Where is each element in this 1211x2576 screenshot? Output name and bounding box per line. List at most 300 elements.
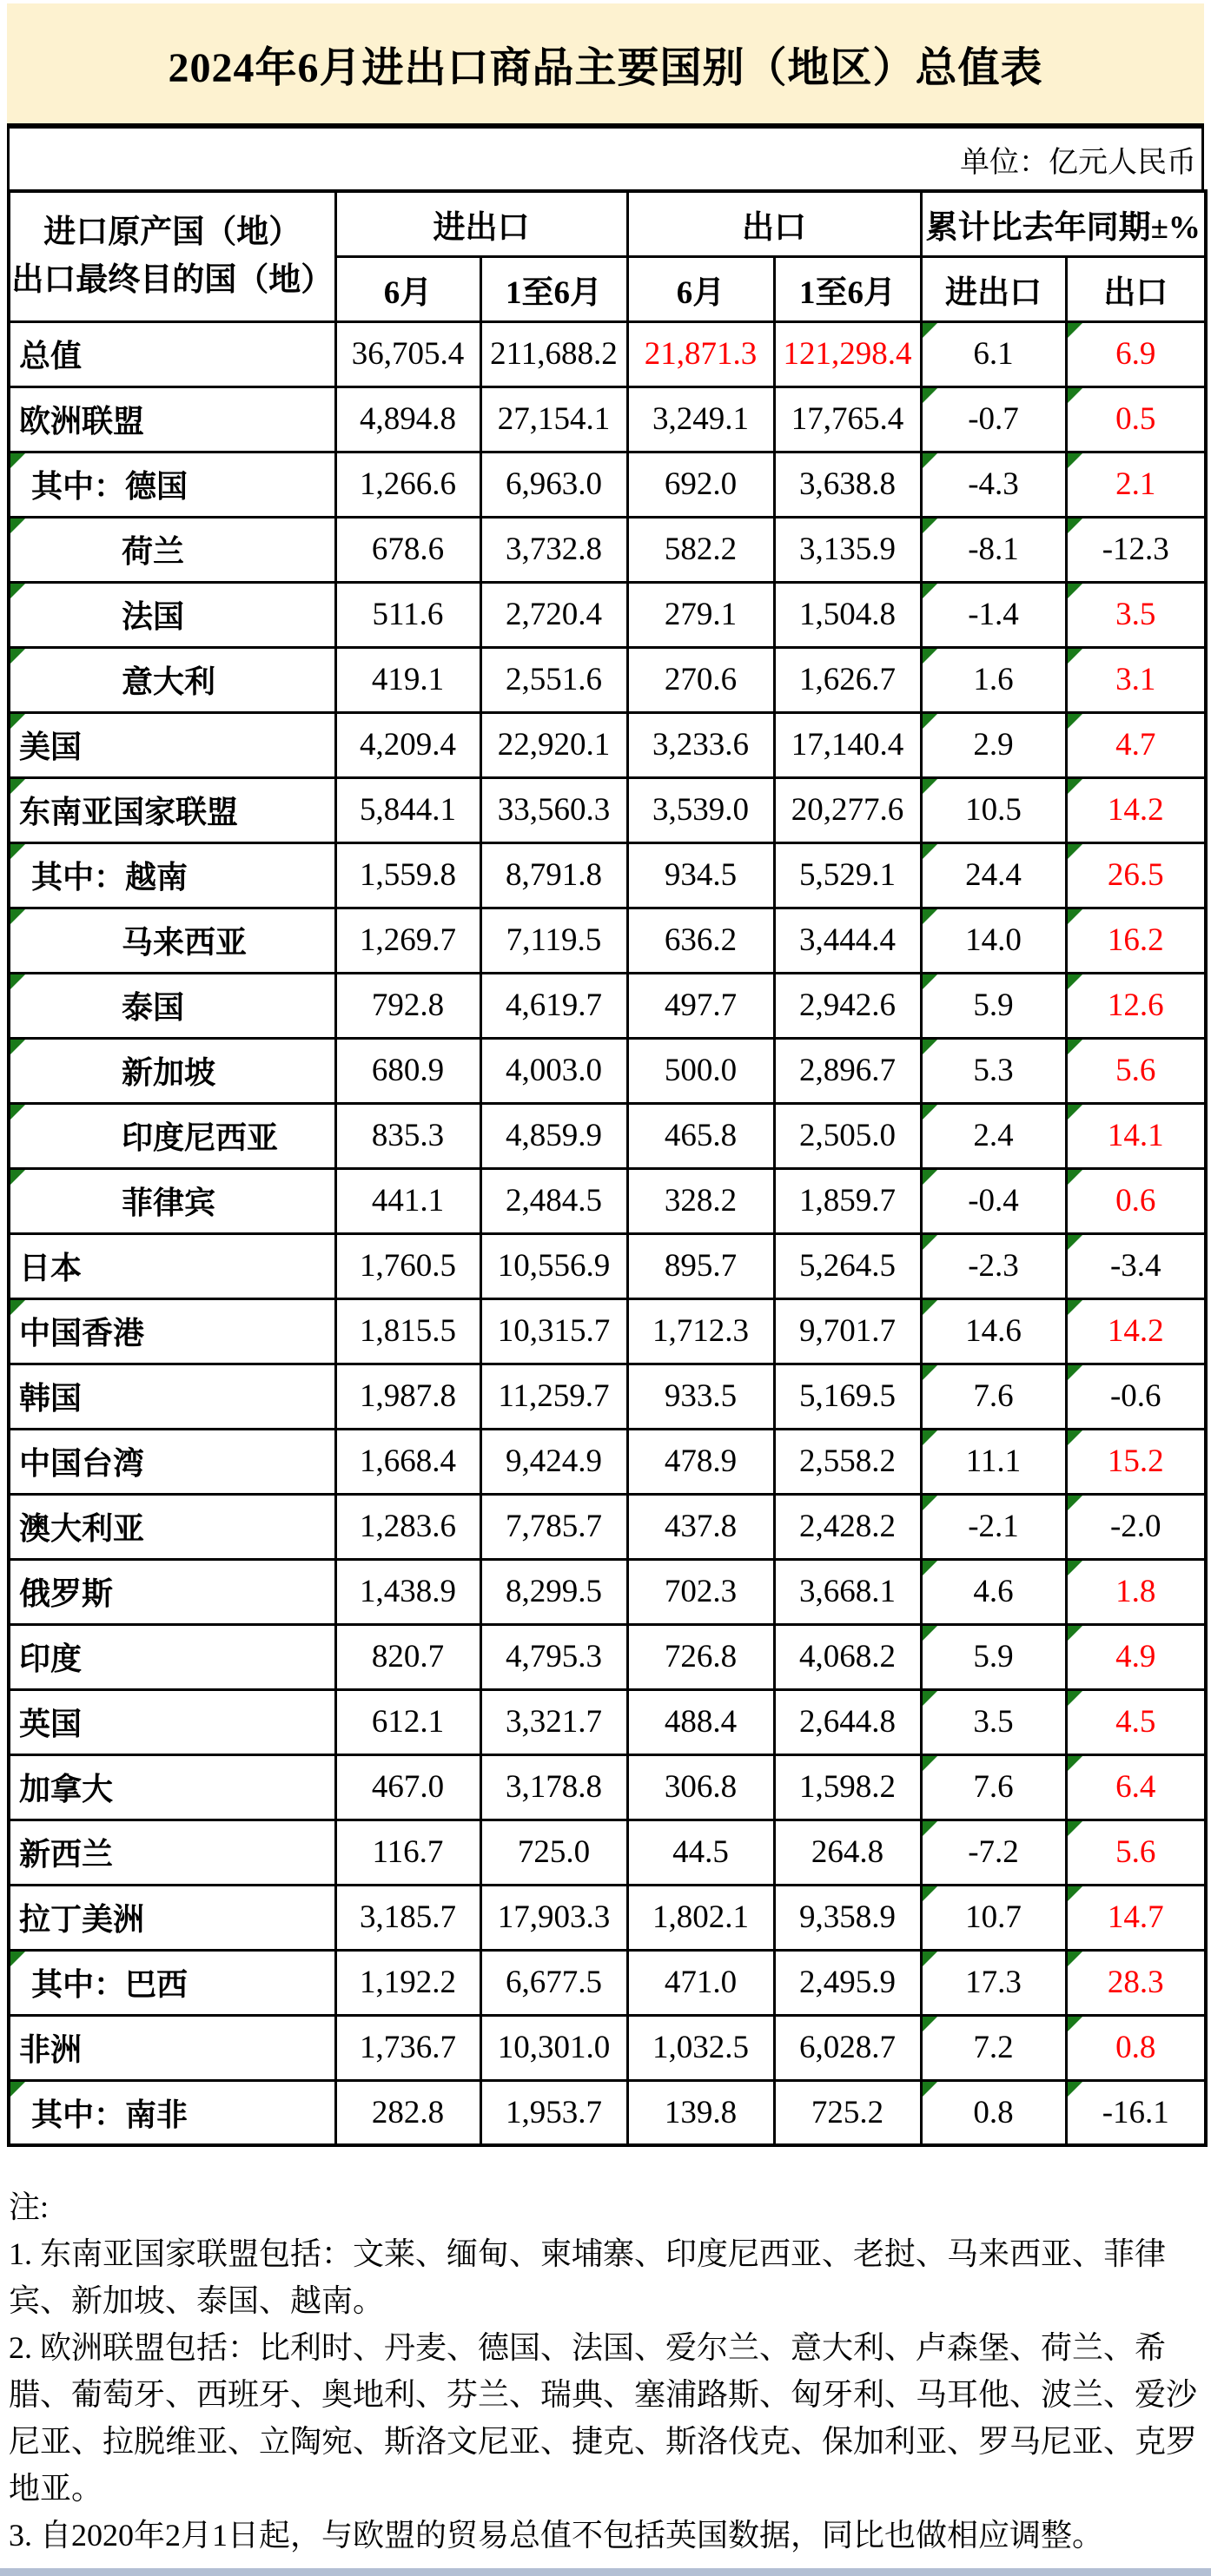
value-cell — [921, 1950, 1066, 2015]
value-cell — [480, 321, 627, 386]
value-cell — [480, 1559, 627, 1624]
value-cell — [921, 1689, 1066, 1754]
value-text: 26.5 — [1107, 857, 1164, 893]
table-row — [9, 2015, 1206, 2080]
value-cell — [627, 1429, 774, 1494]
value-text: -2.3 — [968, 1248, 1019, 1284]
corner-marker-icon — [923, 1430, 937, 1445]
header-group-exp: 出口 — [627, 191, 921, 256]
corner-marker-icon — [1068, 1430, 1082, 1445]
value-text: 488.4 — [664, 1704, 738, 1740]
corner-marker-icon — [1068, 1561, 1082, 1575]
corner-marker-icon — [923, 584, 937, 598]
value-cell — [335, 386, 480, 452]
value-text: 725.0 — [517, 1834, 591, 1870]
country-name-cell — [9, 517, 335, 582]
value-cell — [335, 2015, 480, 2080]
unit-label: 单位：亿元人民币 — [960, 146, 1196, 179]
value-cell — [774, 1885, 921, 1950]
header-country-line1: 进口原产国（地） — [43, 214, 301, 250]
value-text: 4,859.9 — [506, 1118, 602, 1153]
value-text: 478.9 — [664, 1443, 738, 1479]
value-text: 1,953.7 — [506, 2094, 602, 2130]
value-text: 934.5 — [664, 857, 738, 893]
value-cell — [480, 647, 627, 712]
value-text: -4.3 — [968, 466, 1019, 502]
table-row — [9, 1233, 1206, 1298]
value-cell — [1066, 1820, 1206, 1885]
value-text: 1,987.8 — [360, 1378, 456, 1414]
corner-marker-icon — [923, 1561, 937, 1575]
value-text: 22,920.1 — [497, 727, 611, 763]
value-text: 17,765.4 — [791, 401, 904, 437]
country-name: 马来西亚 — [122, 925, 248, 960]
value-cell — [627, 1559, 774, 1624]
value-text: 9,358.9 — [799, 1899, 896, 1935]
note-item-1: 1. 东南亚国家联盟包括：文莱、缅甸、柬埔寨、印度尼西亚、老挝、马来西亚、菲律宾、新加坡、泰国、越南。 — [9, 2236, 1167, 2318]
country-name: 东南亚国家联盟 — [19, 795, 239, 829]
value-cell — [480, 1885, 627, 1950]
corner-marker-icon — [923, 453, 937, 468]
corner-marker-icon — [923, 2017, 937, 2031]
value-text: 3,249.1 — [652, 401, 749, 437]
country-name-cell — [9, 452, 335, 517]
table-row — [9, 1885, 1206, 1950]
value-cell — [627, 321, 774, 386]
value-text: 3,233.6 — [652, 727, 749, 763]
table-row — [9, 777, 1206, 842]
value-cell — [480, 2015, 627, 2080]
value-cell — [921, 1820, 1066, 1885]
value-text: 17,903.3 — [497, 1899, 611, 1935]
value-text: 1,438.9 — [360, 1574, 456, 1609]
corner-marker-icon — [923, 1756, 937, 1771]
value-cell — [480, 1364, 627, 1429]
value-cell — [627, 1038, 774, 1103]
value-text: 5.6 — [1115, 1053, 1156, 1088]
value-cell — [480, 1429, 627, 1494]
value-text: 1,504.8 — [799, 597, 896, 632]
corner-marker-icon — [923, 909, 937, 924]
value-text: 792.8 — [371, 987, 445, 1023]
country-name-cell — [9, 973, 335, 1038]
table-row — [9, 647, 1206, 712]
corner-marker-icon — [1068, 323, 1082, 338]
country-name: 荷兰 — [122, 534, 185, 569]
header-country-line2: 出口最终目的国（地） — [11, 262, 334, 299]
value-text: -3.4 — [1109, 1248, 1161, 1284]
value-text: 4,209.4 — [360, 727, 456, 763]
corner-marker-icon — [923, 388, 937, 403]
value-text: 2,495.9 — [799, 1965, 896, 2000]
value-cell — [627, 1298, 774, 1364]
value-cell — [774, 582, 921, 647]
value-text: 14.0 — [965, 922, 1022, 958]
corner-marker-icon — [1068, 388, 1082, 403]
country-name: 泰国 — [122, 990, 185, 1025]
country-name-cell — [9, 908, 335, 973]
value-cell — [921, 321, 1066, 386]
value-text: 2.1 — [1115, 466, 1156, 502]
value-cell — [774, 1038, 921, 1103]
value-cell — [627, 712, 774, 777]
country-name: 非洲 — [19, 2032, 83, 2067]
value-cell — [335, 777, 480, 842]
value-text: 1,192.2 — [360, 1965, 456, 2000]
value-text: 10,315.7 — [497, 1313, 611, 1349]
table-row — [9, 1559, 1206, 1624]
value-text: 1,760.5 — [360, 1248, 456, 1284]
value-text: 895.7 — [664, 1248, 738, 1284]
value-cell — [774, 1559, 921, 1624]
value-cell — [921, 1624, 1066, 1689]
corner-marker-icon — [1068, 1170, 1082, 1185]
value-cell — [921, 1885, 1066, 1950]
value-cell — [774, 1298, 921, 1364]
value-cell — [335, 1820, 480, 1885]
corner-marker-icon — [10, 584, 25, 598]
value-cell — [480, 777, 627, 842]
value-text: 497.7 — [664, 987, 738, 1023]
value-text: 471.0 — [664, 1965, 738, 2000]
value-cell — [1066, 2080, 1206, 2145]
value-cell — [921, 2080, 1066, 2145]
value-cell — [1066, 1885, 1206, 1950]
corner-marker-icon — [1068, 1756, 1082, 1771]
subheader-exp-june: 6月 — [627, 256, 774, 321]
value-text: 4,795.3 — [506, 1639, 602, 1674]
value-text: 1,266.6 — [360, 466, 456, 502]
country-name-cell — [9, 1429, 335, 1494]
country-name-cell — [9, 1754, 335, 1820]
corner-marker-icon — [923, 1496, 937, 1510]
value-text: 0.6 — [1115, 1183, 1156, 1219]
country-name-cell — [9, 842, 335, 908]
page-title: 2024年6月进出口商品主要国别（地区）总值表 — [168, 44, 1043, 91]
value-text: 4,068.2 — [799, 1639, 896, 1674]
value-cell — [335, 1624, 480, 1689]
value-cell — [480, 2080, 627, 2145]
corner-marker-icon — [923, 714, 937, 729]
country-name: 日本 — [19, 1251, 83, 1285]
value-text: 1,269.7 — [360, 922, 456, 958]
table-row — [9, 386, 1206, 452]
value-cell — [921, 1038, 1066, 1103]
value-cell — [1066, 1950, 1206, 2015]
header-group-imp-exp: 进出口 — [335, 191, 627, 256]
value-cell — [921, 517, 1066, 582]
value-cell — [921, 1754, 1066, 1820]
corner-marker-icon — [10, 519, 25, 533]
value-cell — [921, 908, 1066, 973]
country-name-cell — [9, 712, 335, 777]
value-cell — [1066, 1298, 1206, 1364]
corner-marker-icon — [1068, 1365, 1082, 1380]
value-cell — [627, 973, 774, 1038]
country-name-cell — [9, 1689, 335, 1754]
value-cell — [627, 1820, 774, 1885]
corner-marker-icon — [10, 1040, 25, 1054]
value-cell — [627, 777, 774, 842]
value-text: 5,529.1 — [799, 857, 896, 893]
value-text: 2,484.5 — [506, 1183, 602, 1219]
value-text: 33,560.3 — [497, 792, 611, 828]
value-cell — [335, 517, 480, 582]
corner-marker-icon — [923, 323, 937, 338]
value-text: 0.5 — [1115, 401, 1156, 437]
country-name: 欧洲联盟 — [19, 404, 145, 439]
country-name: 英国 — [19, 1707, 83, 1741]
value-text: 0.8 — [1115, 2030, 1156, 2065]
table-header — [9, 191, 1206, 321]
value-cell — [627, 386, 774, 452]
country-name: 新加坡 — [122, 1055, 216, 1090]
value-text: 10,301.0 — [497, 2030, 611, 2065]
value-text: -0.7 — [968, 401, 1019, 437]
note-item-3: 3. 自2020年2月1日起，与欧盟的贸易总值不包括英国数据，同比也做相应调整。 — [9, 2518, 1104, 2553]
value-cell — [921, 1494, 1066, 1559]
value-text: 14.2 — [1107, 1313, 1164, 1349]
corner-marker-icon — [1068, 1235, 1082, 1250]
country-name: 韩国 — [19, 1381, 83, 1416]
value-text: 726.8 — [664, 1639, 738, 1674]
corner-marker-icon — [10, 2082, 25, 2097]
value-cell — [774, 1754, 921, 1820]
country-name-cell — [9, 1950, 335, 2015]
country-name: 总值 — [19, 339, 83, 373]
value-text: 5,264.5 — [799, 1248, 896, 1284]
value-cell — [774, 1624, 921, 1689]
table-row — [9, 1168, 1206, 1233]
country-name: 意大利 — [122, 664, 216, 699]
corner-marker-icon — [1068, 1691, 1082, 1706]
corner-marker-icon — [923, 1365, 937, 1380]
value-text: 702.3 — [664, 1574, 738, 1609]
value-cell — [1066, 842, 1206, 908]
value-cell — [774, 1950, 921, 2015]
value-text: 0.8 — [973, 2094, 1014, 2130]
value-text: 28.3 — [1107, 1965, 1164, 2000]
value-text: 2,896.7 — [799, 1053, 896, 1088]
value-cell — [480, 1298, 627, 1364]
header-group-yoy: 累计比去年同期±% — [921, 191, 1206, 256]
value-cell — [1066, 908, 1206, 973]
corner-marker-icon — [10, 1300, 25, 1315]
value-cell — [774, 1820, 921, 1885]
value-cell — [627, 1950, 774, 2015]
corner-marker-icon — [10, 909, 25, 924]
value-cell — [1066, 452, 1206, 517]
value-cell — [774, 1494, 921, 1559]
table-row — [9, 1038, 1206, 1103]
value-text: 4,619.7 — [506, 987, 602, 1023]
value-text: 1,283.6 — [360, 1509, 456, 1544]
value-cell — [335, 973, 480, 1038]
value-cell — [1066, 777, 1206, 842]
corner-marker-icon — [1068, 714, 1082, 729]
country-name: 中国香港 — [19, 1316, 145, 1351]
value-cell — [1066, 973, 1206, 1038]
value-text: 24.4 — [965, 857, 1022, 893]
corner-marker-icon — [10, 1952, 25, 1966]
value-text: 2,505.0 — [799, 1118, 896, 1153]
value-cell — [627, 1754, 774, 1820]
value-text: 437.8 — [664, 1509, 738, 1544]
value-text: 1,559.8 — [360, 857, 456, 893]
value-text: 933.5 — [664, 1378, 738, 1414]
corner-marker-icon — [923, 844, 937, 859]
value-cell — [1066, 1233, 1206, 1298]
value-text: 8,791.8 — [506, 857, 602, 893]
value-text: -2.0 — [1109, 1509, 1161, 1544]
value-text: 139.8 — [664, 2094, 738, 2130]
value-text: 6,963.0 — [506, 466, 602, 502]
value-cell — [627, 2080, 774, 2145]
table-row — [9, 1103, 1206, 1168]
corner-marker-icon — [1068, 1040, 1082, 1054]
value-cell — [480, 973, 627, 1038]
value-text: 6,677.5 — [506, 1965, 602, 2000]
corner-marker-icon — [923, 649, 937, 664]
country-name-cell — [9, 777, 335, 842]
value-text: 1,668.4 — [360, 1443, 456, 1479]
value-cell — [627, 452, 774, 517]
value-text: 678.6 — [371, 532, 445, 567]
corner-marker-icon — [1068, 844, 1082, 859]
value-text: 3,178.8 — [506, 1769, 602, 1805]
value-text: 2.4 — [973, 1118, 1014, 1153]
value-text: 2,551.6 — [506, 662, 602, 697]
value-cell — [480, 712, 627, 777]
country-name-cell — [9, 386, 335, 452]
subheader-yoy-impexp: 进出口 — [921, 256, 1066, 321]
value-text: 4.9 — [1115, 1639, 1156, 1674]
value-text: 3,135.9 — [799, 532, 896, 567]
value-text: 680.9 — [371, 1053, 445, 1088]
value-text: 21,871.3 — [644, 336, 758, 372]
value-cell — [921, 973, 1066, 1038]
value-text: 10,556.9 — [497, 1248, 611, 1284]
value-text: 15.2 — [1107, 1443, 1164, 1479]
table-row — [9, 1950, 1206, 2015]
value-cell — [480, 908, 627, 973]
value-text: 419.1 — [371, 662, 445, 697]
table-row — [9, 1754, 1206, 1820]
table-title-banner — [7, 3, 1204, 129]
value-cell — [1066, 321, 1206, 386]
corner-marker-icon — [1068, 1821, 1082, 1836]
value-cell — [774, 1103, 921, 1168]
value-cell — [774, 908, 921, 973]
value-cell — [921, 386, 1066, 452]
value-text: 5.3 — [973, 1053, 1014, 1088]
value-cell — [1066, 1624, 1206, 1689]
country-name-cell — [9, 647, 335, 712]
country-name: 菲律宾 — [122, 1186, 216, 1220]
table-row — [9, 1820, 1206, 1885]
value-text: 7,119.5 — [506, 922, 602, 958]
value-text: 2,558.2 — [799, 1443, 896, 1479]
value-cell — [921, 1233, 1066, 1298]
value-text: 5.6 — [1115, 1834, 1156, 1870]
corner-marker-icon — [923, 1952, 937, 1966]
value-text: 1,598.2 — [799, 1769, 896, 1805]
value-cell — [480, 1624, 627, 1689]
value-text: 1.6 — [973, 662, 1014, 697]
value-text: 279.1 — [664, 597, 738, 632]
value-cell — [480, 1494, 627, 1559]
value-cell — [921, 2015, 1066, 2080]
corner-marker-icon — [1068, 453, 1082, 468]
country-name: 其中：南非 — [31, 2097, 189, 2132]
value-cell — [774, 647, 921, 712]
value-cell — [335, 1038, 480, 1103]
value-cell — [774, 386, 921, 452]
country-name-cell — [9, 1624, 335, 1689]
corner-marker-icon — [923, 1691, 937, 1706]
value-text: 1,626.7 — [799, 662, 896, 697]
value-text: 7.6 — [973, 1769, 1014, 1805]
value-text: 3,638.8 — [799, 466, 896, 502]
value-text: 10.7 — [965, 1899, 1022, 1935]
value-cell — [335, 1103, 480, 1168]
value-cell — [627, 1103, 774, 1168]
value-cell — [627, 647, 774, 712]
country-name-cell — [9, 1885, 335, 1950]
corner-marker-icon — [10, 714, 25, 729]
value-text: -7.2 — [968, 1834, 1019, 1870]
value-cell — [1066, 386, 1206, 452]
value-cell — [921, 1298, 1066, 1364]
value-cell — [335, 1754, 480, 1820]
value-cell — [480, 1038, 627, 1103]
country-name: 中国台湾 — [19, 1446, 145, 1481]
value-text: 6,028.7 — [799, 2030, 896, 2065]
country-name: 澳大利亚 — [19, 1511, 145, 1546]
corner-marker-icon — [923, 779, 937, 794]
corner-marker-icon — [1068, 1886, 1082, 1901]
value-cell — [335, 1298, 480, 1364]
value-cell — [774, 517, 921, 582]
value-cell — [335, 1559, 480, 1624]
table-row — [9, 452, 1206, 517]
value-text: 8,299.5 — [506, 1574, 602, 1609]
value-text: 16.2 — [1107, 922, 1164, 958]
value-cell — [1066, 582, 1206, 647]
value-cell — [1066, 1168, 1206, 1233]
value-cell — [335, 2080, 480, 2145]
value-text: 306.8 — [664, 1769, 738, 1805]
value-text: -0.4 — [968, 1183, 1019, 1219]
value-cell — [921, 647, 1066, 712]
corner-marker-icon — [10, 974, 25, 989]
value-cell — [335, 908, 480, 973]
value-cell — [1066, 1754, 1206, 1820]
value-cell — [1066, 1689, 1206, 1754]
value-text: 4,003.0 — [506, 1053, 602, 1088]
value-cell — [627, 1689, 774, 1754]
table-row — [9, 2080, 1206, 2145]
country-name: 俄罗斯 — [19, 1576, 114, 1611]
value-text: -2.1 — [968, 1509, 1019, 1544]
value-cell — [480, 1754, 627, 1820]
corner-marker-icon — [923, 519, 937, 533]
value-text: 14.7 — [1107, 1899, 1164, 1935]
notes-label: 注: — [9, 2190, 50, 2224]
value-text: 282.8 — [371, 2094, 445, 2130]
subheader-yoy-exp: 出口 — [1066, 256, 1206, 321]
value-cell — [921, 1364, 1066, 1429]
